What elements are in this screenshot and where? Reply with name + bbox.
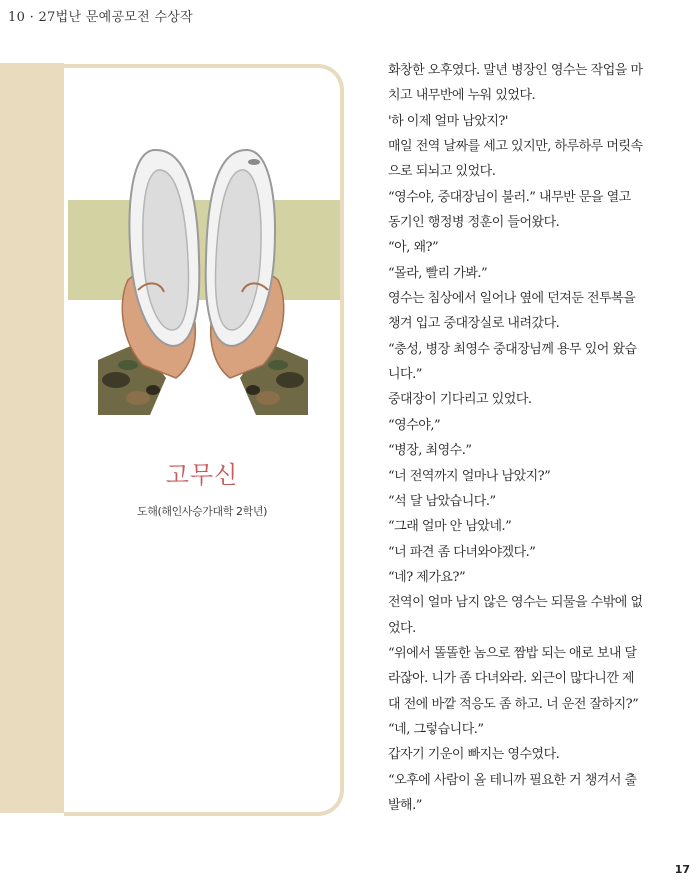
body-line: 영수는 침상에서 일어나 옆에 던져둔 전투복을 [388, 291, 636, 307]
running-header: 10 · 27법난 문예공모전 수상작 [8, 10, 194, 25]
body-line: 중대장이 기다리고 있었다. [388, 392, 532, 408]
body-line: “병장, 최영수.” [388, 443, 472, 459]
body-line: “네, 그렇습니다.” [388, 721, 484, 737]
body-line: 동기인 행정병 정훈이 들어왔다. [388, 215, 560, 231]
body-line: “너 파견 좀 다녀와야겠다.” [388, 544, 536, 560]
body-line: 니다.” [388, 367, 422, 383]
body-line: “그래 얼마 안 남았네.” [388, 519, 512, 535]
body-line: “영수야,” [388, 417, 441, 433]
body-line: 발해.” [388, 797, 422, 813]
body-line: “영수야, 중대장님이 불러.” 내무반 문을 열고 [388, 189, 631, 205]
body-line: 었다. [388, 620, 416, 636]
body-line: 전역이 얼마 남지 않은 영수는 되물을 수밖에 없 [388, 595, 643, 611]
rubber-shoes-illustration [98, 140, 308, 415]
body-line: 매일 전역 날짜를 세고 있지만, 하루하루 머릿속 [388, 139, 643, 155]
body-line: 갑자기 기운이 빠지는 영수였다. [388, 747, 560, 763]
body-line: “너 전역까지 얼마나 남았지?” [388, 468, 551, 484]
body-line: “몰라, 빨리 가봐.” [388, 265, 488, 281]
side-decorative-bar [0, 63, 64, 813]
body-line: 챙겨 입고 중대장실로 내려갔다. [388, 316, 560, 332]
body-line: '하 이제 얼마 남았지?' [388, 113, 508, 129]
page-number: 17 [674, 863, 690, 876]
body-line: “위에서 똘똘한 놈으로 짬밥 되는 애로 보내 달 [388, 645, 637, 661]
body-line: “충성, 병장 최영수 중대장님께 용무 있어 왔습 [388, 341, 637, 357]
body-line: 으로 되뇌고 있었다. [388, 164, 496, 180]
author-credit: 도해(해인사승가대학 2학년) [137, 505, 267, 518]
body-line: 화창한 오후였다. 말년 병장인 영수는 작업을 마 [388, 63, 643, 78]
body-line: “네? 제가요?” [388, 569, 466, 585]
story-body [388, 58, 670, 818]
body-line: “아, 왜?” [388, 240, 439, 256]
story-title: 고무신 [165, 461, 239, 489]
body-line: “오후에 사람이 올 테니까 필요한 거 챙겨서 출 [388, 772, 637, 788]
body-line: 라잖아. 니가 좀 다녀와라. 외근이 많다니깐 제 [388, 671, 635, 687]
body-line: “석 달 남았습니다.” [388, 493, 496, 509]
body-line: 치고 내무반에 누워 있었다. [388, 88, 536, 104]
body-line: 대 전에 바깥 적응도 좀 하고. 너 운전 잘하지?” [388, 696, 639, 712]
